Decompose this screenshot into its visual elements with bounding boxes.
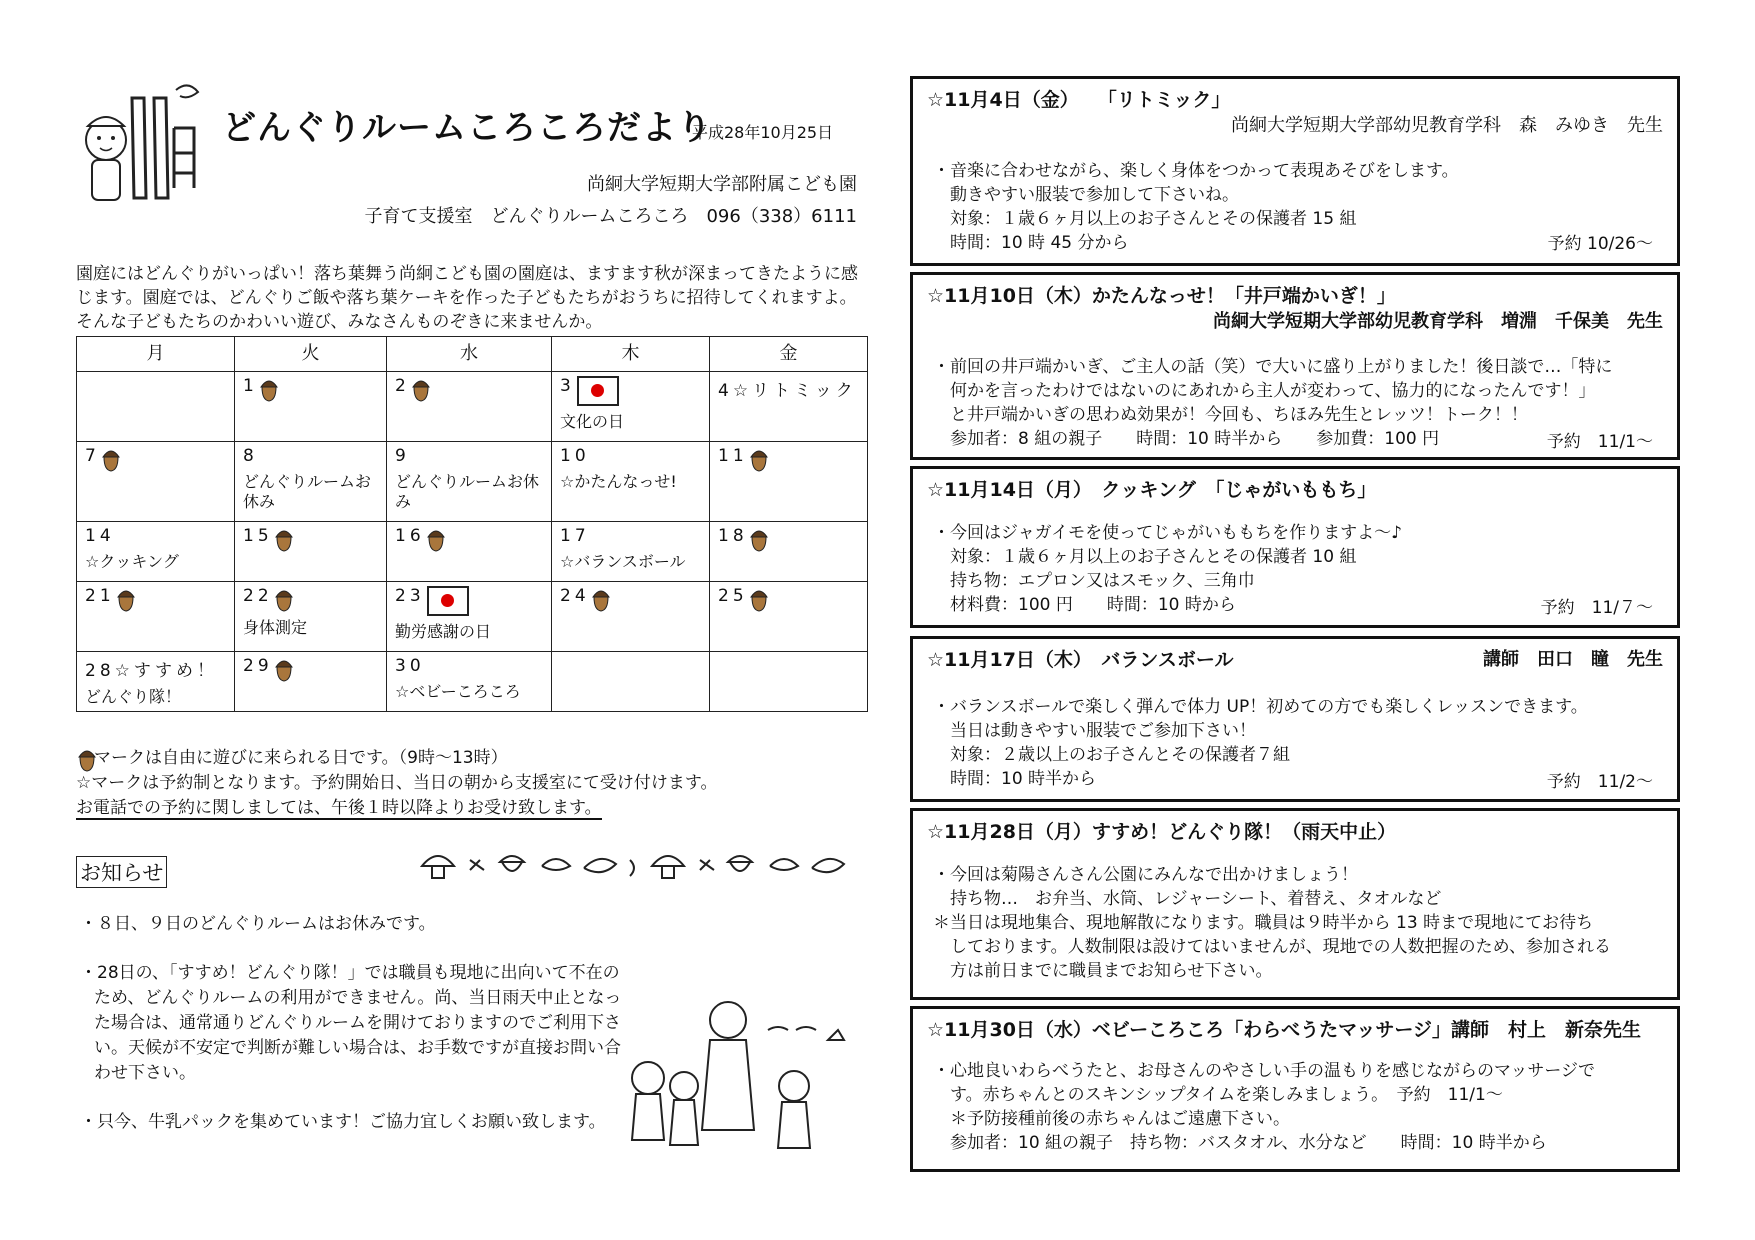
calendar-day-cell: [387, 522, 552, 582]
event-box: [910, 466, 1680, 628]
event-title: ☆11月10日（木）かたんなっせ！「井戸端かいぎ！」: [927, 285, 1396, 307]
day-number: 23: [395, 586, 425, 606]
event-detail-line: ・今回はジャガイモを使ってじゃがいももちを作りますよ～♪: [933, 523, 1402, 543]
acorn-icon: [425, 526, 447, 552]
event-details: [933, 863, 1663, 983]
day-number: 15: [243, 526, 273, 546]
acorn-icon: [273, 656, 295, 682]
calendar-day-header: 月: [77, 337, 235, 372]
event-detail-line: ・今回は菊陽さんさん公園にみんなで出かけましょう！: [933, 865, 1358, 885]
oshirase-item: ・28日の、「すすめ！どんぐり隊！」では職員も現地に出向いて不在のため、どんぐりルームの利用ができません。尚、当日雨天中止となった場合は、通常通りどんぐりルームを開けておりますのでご利用下さい。天候が不安定で判断が難しい場合は、お手数ですが直接お問い合わせ下さい。: [80, 963, 622, 1083]
event-detail-line: す。赤ちゃんとのスキンシップタイムを楽しみましょう。 予約 11/1～: [933, 1085, 1503, 1105]
calendar-week-row: [77, 522, 868, 582]
calendar-day-header: 木: [552, 337, 710, 372]
day-event-label: ☆クッキング: [85, 552, 179, 571]
acorn-icon: [590, 586, 612, 612]
calendar-day-cell: [710, 522, 868, 582]
calendar-week-row: [77, 372, 868, 442]
day-number: 14: [85, 526, 115, 546]
day-event-label: ☆かたんなっせ!: [560, 472, 677, 491]
calendar-day-cell: [710, 582, 868, 652]
calendar-day-cell: [552, 372, 710, 442]
calendar-day-cell: [77, 372, 235, 442]
day-number: 9: [395, 446, 410, 466]
event-detail-line: 時間：10 時 45 分から: [933, 233, 1129, 253]
star-note: ☆マークは予約制となります。予約開始日、当日の朝から支援室にて受け付けます。: [76, 773, 718, 793]
day-number: 21: [85, 586, 115, 606]
event-title: ☆11月30日（水）ベビーころころ「わらべうたマッサージ」講師 村上 新奈先生: [927, 1019, 1642, 1041]
calendar-day-cell: [235, 522, 387, 582]
event-instructor: 尚絅大学短期大学部幼児教育学科 増淵 千保美 先生: [1213, 311, 1663, 332]
day-event-label: ☆バランスボール: [560, 552, 686, 571]
event-detail-line: ＊当日は現地集合、現地解散になります。職員は９時半から 13 時まで現地にてお待ち: [933, 913, 1594, 933]
calendar-day-cell: [235, 582, 387, 652]
event-detail-line: 対象：１歳６ヶ月以上のお子さんとその保護者 15 組: [933, 209, 1357, 229]
calendar-day-cell: [552, 652, 710, 712]
calendar-week-row: [77, 582, 868, 652]
event-detail-line: 持ち物… お弁当、水筒、レジャーシート、着替え、タオルなど: [933, 889, 1442, 909]
calendar-day-header: 水: [387, 337, 552, 372]
event-box: [910, 76, 1680, 266]
newsletter-title: どんぐりルームころころだより: [222, 108, 712, 148]
calendar-day-cell: [552, 582, 710, 652]
calendar-day-cell: [710, 372, 868, 442]
calendar-day-header: 金: [710, 337, 868, 372]
acorn-icon: [748, 526, 770, 552]
event-detail-line: ・心地良いわらべうたと、お母さんのやさしい手の温もりを感じながらのマッサージで: [933, 1061, 1595, 1081]
calendar-day-cell: [552, 442, 710, 522]
event-title: ☆11月28日（月）すすめ！どんぐり隊！（雨天中止）: [927, 821, 1397, 843]
calendar-day-cell: [77, 442, 235, 522]
day-number: 16: [395, 526, 425, 546]
acorn-icon: [273, 526, 295, 552]
calendar-day-cell: [77, 582, 235, 652]
day-number: 29: [243, 656, 273, 676]
phone-note: お電話での予約に関しましては、午後１時以降よりお受け致します。: [76, 798, 602, 818]
event-detail-line: ・音楽に合わせながら、楽しく身体をつかって表現あそびをします。: [933, 161, 1459, 181]
event-title: ☆11月17日（木） バランスボール: [927, 649, 1234, 671]
day-number: 24: [560, 586, 590, 606]
calendar-day-cell: [387, 582, 552, 652]
day-number: 25: [718, 586, 748, 606]
event-detail-line: 動きやすい服装で参加して下さいね。: [933, 185, 1239, 205]
acorn-icon: [410, 376, 432, 402]
day-number: 28☆すすめ！: [85, 661, 219, 681]
day-event-label: ☆ベビーころころ: [395, 682, 521, 701]
day-number: 7: [85, 446, 100, 466]
acorn-note: [76, 746, 876, 771]
event-detail-line: 方は前日までに職員までお知らせ下さい。: [933, 961, 1273, 981]
day-number: 30: [395, 656, 425, 676]
calendar-header-row: [77, 337, 868, 372]
japan-flag-icon: [427, 586, 469, 616]
event-detail-line: ・バランスボールで楽しく弾んで体力 UP！初めての方でも楽しくレッスンできます。: [933, 697, 1588, 717]
day-number: 8: [243, 446, 258, 466]
calendar-day-cell: [235, 652, 387, 712]
event-reservation-date: 予約 10/26～: [1547, 234, 1653, 254]
acorn-icon: [273, 586, 295, 612]
calendar-day-cell: [387, 652, 552, 712]
event-title: ☆11月14日（月） クッキング 「じゃがいももち」: [927, 479, 1377, 501]
event-detail-line: 対象：２歳以上のお子さんとその保護者７組: [933, 745, 1290, 765]
event-title: ☆11月4日（金） 「リトミック」: [927, 89, 1231, 111]
day-event-label: 勤労感謝の日: [395, 622, 492, 641]
acorn-icon: [748, 586, 770, 612]
event-detail-line: 参加者：10 組の親子 持ち物：バスタオル、水分など 時間：10 時半から: [933, 1133, 1547, 1153]
day-event-label: 身体測定: [243, 618, 308, 637]
event-detail-line: しております。人数制限は設けてはいませんが、現地での人数把握のため、参加される: [933, 937, 1611, 957]
day-number: 4☆リトミック: [718, 381, 857, 401]
calendar-day-cell: [710, 442, 868, 522]
event-box: [910, 1006, 1680, 1172]
acorn-icon: [100, 446, 122, 472]
acorn-icon: [258, 376, 280, 402]
acorn-note-text: マークは自由に遊びに来られる日です。（9時～13時）: [94, 748, 508, 768]
japan-flag-icon: [577, 376, 619, 406]
event-detail-line: ・前回の井戸端かいぎ、ご主人の話（笑）で大いに盛り上がりました！後日談で…「特に: [933, 357, 1613, 377]
day-number: 3: [560, 376, 575, 396]
acorn-icon: [115, 586, 137, 612]
calendar-day-cell: [710, 652, 868, 712]
calendar-day-cell: [77, 652, 235, 712]
oshirase-list: [80, 912, 622, 1159]
calendar-day-cell: [77, 522, 235, 582]
day-number: 18: [718, 526, 748, 546]
oshirase-item: ・８日、９日のどんぐりルームはお休みです。: [80, 914, 436, 934]
calendar-table: [76, 336, 868, 712]
event-box: [910, 272, 1680, 460]
day-event-label: 文化の日: [560, 412, 625, 431]
intro-paragraph: 園庭にはどんぐりがいっぱい！落ち葉舞う尚絅こども園の園庭は、ますます秋が深まってきたように感じます。園庭では、どんぐりご飯や落ち葉ケーキを作った子どもたちがおうちに招待してくれますよ。そんな子どもたちのかわいい遊び、みなさんものぞきに来ませんか。: [76, 264, 858, 332]
oshirase-item: ・只今、牛乳パックを集めています！ご協力宜しくお願い致します。: [80, 1112, 606, 1132]
calendar-week-row: [77, 652, 868, 712]
oshirase-heading: お知らせ: [76, 856, 167, 888]
event-reservation-date: 予約 11/７～: [1540, 598, 1653, 618]
month-illustration: [76, 78, 206, 213]
event-instructor: 講師 田口 瞳 先生: [1483, 649, 1663, 670]
event-reservation-date: 予約 11/2～: [1546, 772, 1653, 792]
event-detail-line: 何かを言ったわけではないのにあれから主人が変わって、協力的になったんです！」: [933, 381, 1596, 401]
day-number: 22: [243, 586, 273, 606]
calendar-day-cell: [552, 522, 710, 582]
calendar-day-cell: [387, 372, 552, 442]
event-reservation-date: 予約 11/1～: [1546, 432, 1653, 452]
event-detail-line: ＊予防接種前後の赤ちゃんはご遠慮下さい。: [933, 1109, 1290, 1129]
day-number: 1: [243, 376, 258, 396]
day-number: 10: [560, 446, 590, 466]
calendar-notes: [76, 746, 876, 821]
contact-line: 子育て支援室 どんぐりルームころころ 096（338）6111: [364, 206, 857, 227]
day-number: 11: [718, 446, 748, 466]
day-event-label: どんぐり隊！: [85, 687, 182, 706]
calendar-day-header: 火: [235, 337, 387, 372]
acorn-icon: [748, 446, 770, 472]
mushroom-acorn-decoration: [416, 846, 856, 882]
event-detail-line: 材料費：100 円 時間：10 時から: [933, 595, 1236, 615]
event-detail-line: 持ち物：エプロン又はスモック、三角巾: [933, 571, 1255, 591]
day-event-label: どんぐりルームお休み: [395, 472, 540, 511]
calendar-week-row: [77, 442, 868, 522]
acorn-icon: [76, 746, 94, 766]
event-details: [933, 1059, 1663, 1155]
event-detail-line: 当日は動きやすい服装でご参加下さい！: [933, 721, 1256, 741]
event-detail-line: と井戸端かいぎの思わぬ効果が！今回も、ちほみ先生とレッツ！トーク！！: [933, 405, 1528, 425]
day-number: 2: [395, 376, 410, 396]
calendar-day-cell: [235, 442, 387, 522]
day-event-label: どんぐりルームお休み: [243, 472, 372, 511]
calendar-day-cell: [235, 372, 387, 442]
issue-date: 平成28年10月25日: [692, 123, 834, 142]
event-instructor: 尚絅大学短期大学部幼児教育学科 森 みゆき 先生: [1231, 115, 1663, 136]
event-detail-line: 時間：10 時半から: [933, 769, 1097, 789]
calendar-day-cell: [387, 442, 552, 522]
day-number: 17: [560, 526, 590, 546]
event-box: [910, 636, 1680, 802]
event-detail-line: 対象：１歳６ヶ月以上のお子さんとその保護者 10 組: [933, 547, 1357, 567]
event-box: [910, 808, 1680, 1000]
organization-name: 尚絅大学短期大学部附属こども園: [587, 174, 857, 195]
children-illustration: [618, 990, 858, 1170]
event-detail-line: 参加者：8 組の親子 時間：10 時半から 参加費：100 円: [933, 429, 1440, 449]
